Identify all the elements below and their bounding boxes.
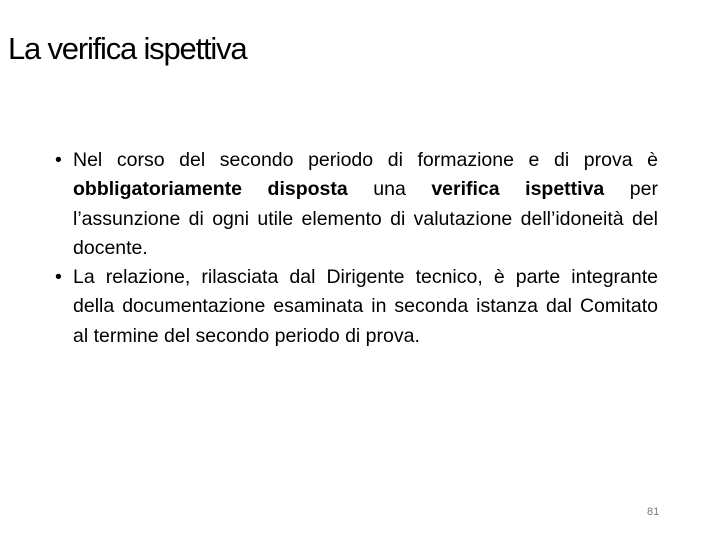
bullet-item xyxy=(55,263,658,351)
bullet-text xyxy=(73,266,658,347)
bullet-text xyxy=(73,149,658,259)
bullet-list xyxy=(55,146,658,351)
bullet-mark: • xyxy=(55,149,62,171)
slide-title: La verifica ispettiva xyxy=(8,31,247,66)
page-number: 81 xyxy=(647,506,660,518)
text-segment: una xyxy=(347,178,432,201)
bold-text-segment: obbligatoriamente disposta xyxy=(73,178,348,201)
text-segment: per l’assunzione di ogni utile elemento di valutazione dell’idoneità del docente. xyxy=(73,178,658,259)
bullet-mark: • xyxy=(55,266,62,289)
bullet-item xyxy=(55,146,658,263)
text-segment: Nel corso del secondo periodo di formazione e di prova è xyxy=(73,149,658,171)
bold-text-segment: verifica ispettiva xyxy=(431,178,605,201)
text-segment: La relazione, rilasciata dal Dirigente tecnico, è parte integrante della documentazione esaminata in seconda istanza dal Comitato al termine del secondo periodo di prova. xyxy=(73,266,658,347)
